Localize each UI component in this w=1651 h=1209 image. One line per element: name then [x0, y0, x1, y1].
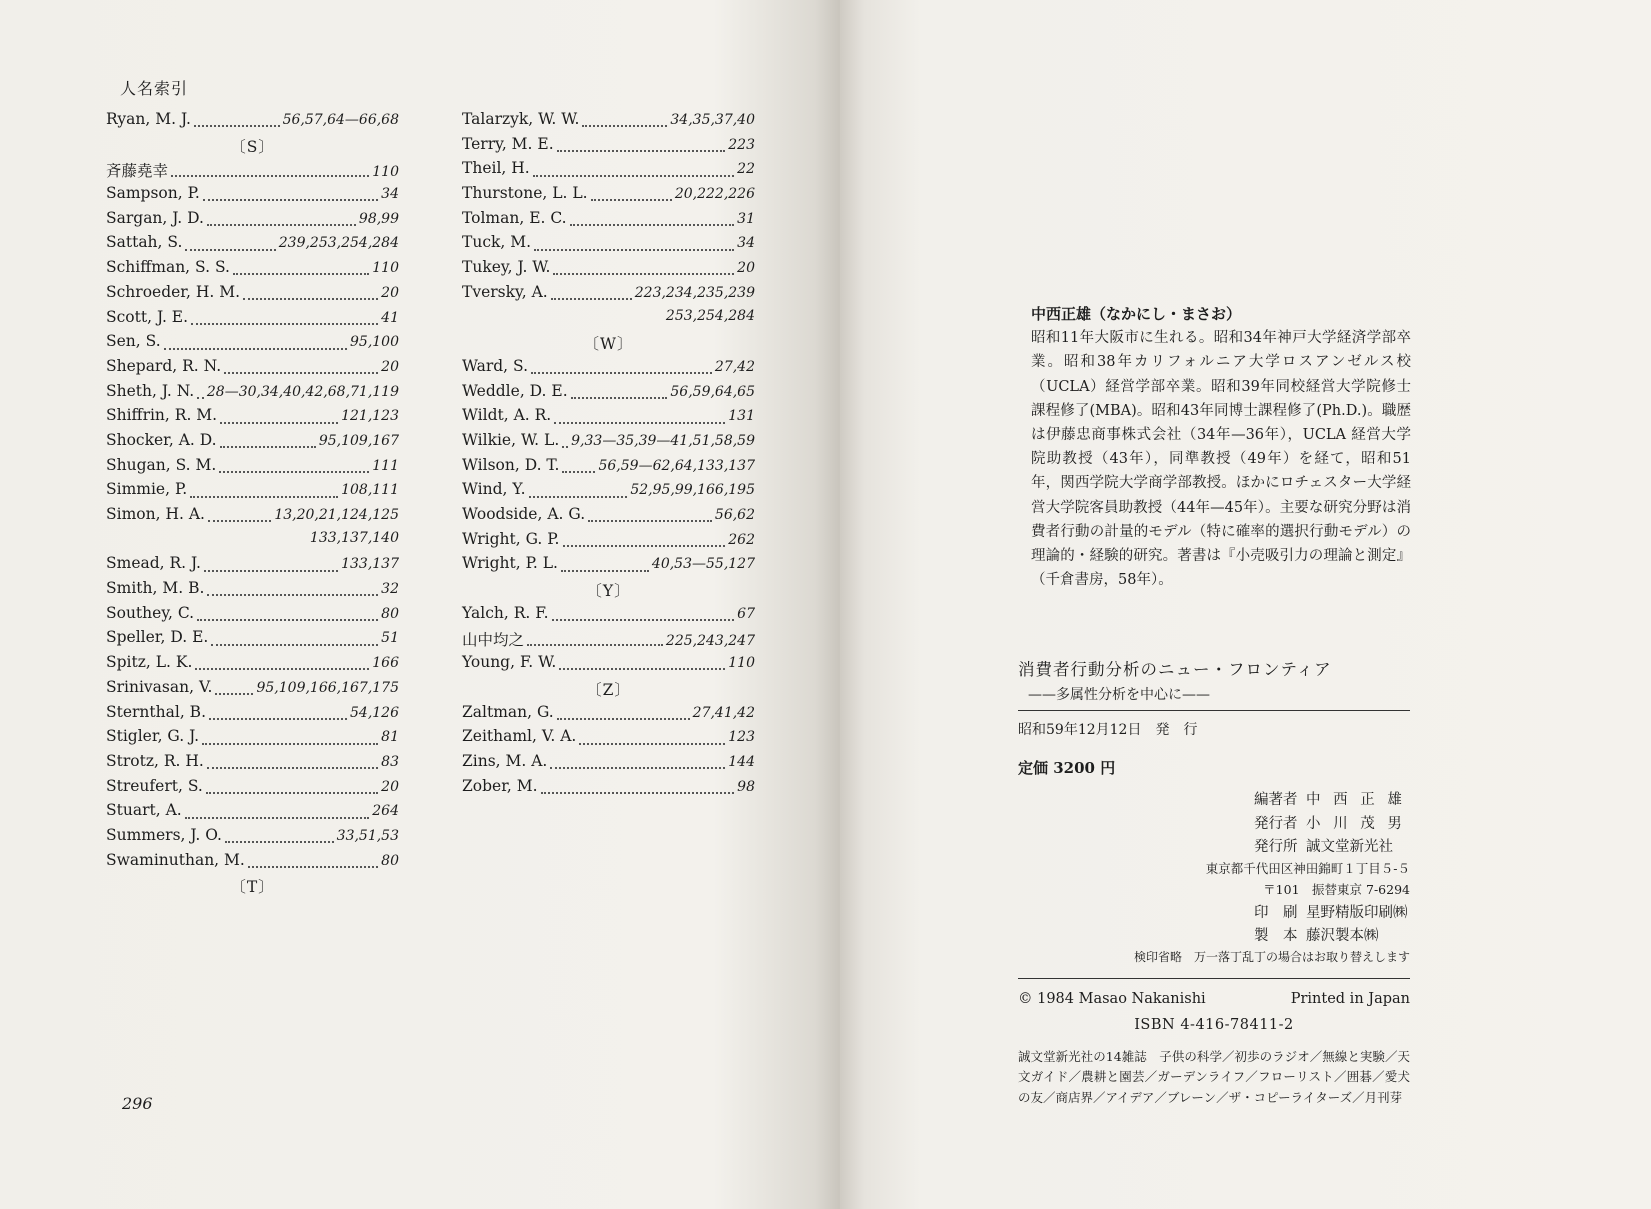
index-name: Sternthal, B. [106, 702, 206, 721]
index-pages: 56,59—62,64,133,137 [598, 457, 755, 474]
leader-dots [202, 743, 378, 745]
index-entry [106, 209, 399, 234]
index-name: Tukey, J. W. [462, 258, 551, 277]
index-entry [106, 357, 399, 382]
index-pages: 56,57,64—66,68 [282, 112, 399, 128]
leader-dots [554, 422, 725, 424]
index-pages: 27,41,42 [692, 704, 755, 721]
postal-line: 〒101 振替東京 7-6294 [1263, 881, 1410, 897]
index-entry [462, 505, 755, 530]
index-pages: 80 [381, 852, 399, 869]
index-pages: 264 [372, 803, 399, 820]
index-pages: 33,51,53 [336, 827, 399, 844]
index-pages: 20 [381, 778, 399, 795]
index-pages: 133,137 [341, 556, 399, 573]
index-entry [462, 480, 755, 505]
index-entry [106, 406, 399, 431]
index-entry-continuation [106, 530, 399, 555]
index-name: Streufert, S. [106, 776, 203, 795]
leader-dots [208, 520, 271, 522]
magazine-list: 誠文堂新光社の14雑誌 子供の科学／初歩のラジオ／無線と実験／天文ガイド／農耕と園芸／ガーデンライフ／フローリスト／囲碁／愛犬の友／商店界／アイデア／ブレーン／ザ・コピーライターズ／月刊芽 [1018, 1048, 1410, 1105]
leader-dots [195, 668, 369, 670]
leader-dots [190, 496, 338, 498]
index-name: Thurstone, L. L. [462, 184, 588, 203]
index-pages: 95,100 [350, 334, 399, 351]
index-pages: 27,42 [714, 358, 755, 375]
index-name: Young, F. W. [462, 653, 557, 672]
leader-dots [527, 644, 663, 646]
index-name: Speller, D. E. [106, 628, 209, 647]
index-entry [106, 653, 399, 678]
leader-dots [529, 496, 628, 498]
index-pages: 98,99 [358, 210, 399, 227]
leader-dots [171, 175, 369, 177]
index-pages: 110 [372, 164, 399, 181]
index-name: Ryan, M. J. [106, 110, 191, 128]
leader-dots [164, 348, 347, 350]
index-entry [462, 233, 755, 258]
address: 東京都千代田区神田錦町１丁目５-５ [1205, 860, 1410, 876]
index-name: Weddle, D. E. [462, 381, 568, 400]
index-entry [106, 579, 399, 604]
index-pages: 262 [728, 531, 755, 548]
leader-dots [209, 718, 347, 720]
leader-dots [557, 718, 690, 720]
index-name: Spitz, L. K. [106, 653, 193, 672]
index-pages: 133,137,140 [309, 529, 399, 546]
index-section-heading: 〔S〕 [230, 137, 275, 156]
index-name: Theil, H. [462, 159, 530, 178]
index-pages: 20 [381, 284, 399, 301]
index-name: Sen, S. [106, 332, 161, 351]
index-name: 斉藤堯幸 [106, 162, 169, 181]
leader-dots [559, 668, 725, 670]
index-entry [106, 554, 399, 579]
house-line: 発行所 誠文堂新光社 [1254, 839, 1393, 855]
index-entry [462, 752, 755, 777]
index-name: Shocker, A. D. [106, 430, 217, 449]
index-pages: 54,126 [350, 704, 399, 721]
leader-dots [207, 767, 378, 769]
leader-dots [557, 150, 726, 152]
leader-dots [570, 224, 735, 226]
index-pages: 131 [728, 408, 755, 425]
index-pages: 31 [737, 210, 755, 227]
book-title: 消費者行動分析のニュー・フロンティア [1018, 660, 1332, 679]
index-name: Summers, J. O. [106, 825, 222, 844]
index-pages: 28—30,34,40,42,68,71,119 [206, 383, 399, 400]
index-pages: 121,123 [341, 408, 399, 425]
printed-in: Printed in Japan [1290, 990, 1410, 1007]
index-entry [462, 604, 755, 629]
leader-dots [561, 570, 649, 572]
index-name: Wright, P. L. [462, 554, 558, 573]
index-pages: 41 [381, 309, 399, 326]
leader-dots [211, 644, 378, 646]
index-entry [106, 777, 399, 802]
index-pages: 56,62 [714, 507, 755, 523]
index-entry [106, 184, 399, 209]
index-name: Zins, M. A. [462, 751, 548, 770]
leader-dots [243, 298, 378, 300]
credits [1018, 788, 1410, 970]
index-entry [106, 233, 399, 258]
editor-line: 編著者 中 西 正 雄 [1254, 792, 1406, 808]
index-name: Simmie, P. [106, 480, 188, 499]
leader-dots [571, 397, 668, 399]
index-entry [106, 382, 399, 407]
index-entry [106, 678, 399, 703]
index-pages: 51 [381, 630, 399, 647]
index-pages: 223 [728, 136, 755, 153]
index-pages: 144 [728, 753, 755, 770]
index-entry [462, 777, 755, 802]
index-name: Wilson, D. T. [462, 455, 560, 474]
index-entry [106, 480, 399, 505]
index-name: Smead, R. J. [106, 554, 201, 573]
index-pages: 95,109,167 [318, 432, 399, 449]
index-name: Tolman, E. C. [462, 208, 567, 227]
index-name: Strotz, R. H. [106, 751, 204, 770]
index-entry [462, 431, 755, 456]
index-name: Wind, Y. [462, 480, 526, 499]
index-name: Tversky, A. [462, 282, 548, 301]
index-name: Simon, H. A. [106, 505, 205, 523]
index-name: Zeithaml, V. A. [462, 727, 577, 746]
index-name: Ward, S. [462, 356, 529, 375]
index-entry [462, 653, 755, 678]
index-entry [462, 357, 755, 382]
index-entry [106, 456, 399, 481]
publisher-line: 発行者 小 川 茂 男 [1254, 815, 1406, 832]
index-entry [106, 727, 399, 752]
index-name: Wright, G. P. [462, 529, 560, 548]
leader-dots [194, 125, 280, 127]
index-entry [462, 456, 755, 481]
index-pages: 67 [737, 605, 755, 622]
page-number: 296 [122, 1094, 153, 1113]
index-name: Terry, M. E. [462, 134, 554, 153]
leader-dots [215, 693, 253, 695]
index-pages: 32 [381, 581, 399, 598]
index-section-heading: 〔Z〕 [586, 680, 631, 699]
index-entry [106, 332, 399, 357]
index-pages: 110 [372, 260, 399, 277]
copyright-line [1018, 978, 1410, 1007]
leader-dots [204, 570, 338, 572]
leader-dots [248, 866, 378, 868]
index-name: Smith, M. B. [106, 579, 205, 598]
index-pages: 81 [381, 729, 399, 746]
leader-dots [591, 199, 672, 201]
leader-dots [550, 767, 725, 769]
leader-dots [534, 249, 734, 251]
leader-dots [219, 471, 369, 473]
index-name: Southey, C. [106, 603, 195, 622]
index-name: Woodside, A. G. [462, 505, 586, 523]
index-pages: 20 [381, 358, 399, 375]
author-bio [1031, 302, 1411, 592]
index-name: Talarzyk, W. W. [462, 110, 580, 128]
index-pages: 34 [381, 186, 399, 203]
index-entry [106, 801, 399, 826]
index-entry [106, 110, 399, 135]
index-name: Scott, J. E. [106, 307, 189, 326]
index-entry [106, 703, 399, 728]
index-entry [106, 628, 399, 653]
leader-dots [551, 298, 632, 300]
leader-dots [203, 199, 378, 201]
printer-line: 印 刷 星野精版印刷㈱ [1254, 904, 1408, 921]
index-pages: 98 [737, 778, 755, 795]
publication-date: 昭和59年12月12日 発 行 [1018, 722, 1198, 738]
index-entry [106, 752, 399, 777]
author-bio-text: 昭和11年大阪市に生れる。昭和34年神戸大学経済学部卒業。昭和38年カリフォルニア大学ロスアンゼルス校（UCLA）経営学部卒業。昭和39年同校経営大学院修士課程修了(MBA)。昭和43年同博士課程修了(Ph.D.)。職歴は伊藤忠商事株式会社（34年—36年），UCLA 経営大学院助教授（43年），同準教授（49年）を経て，昭和51年，関西学院大学商学部教授。ほかにロチェスター大学経営大学院客員助教授（44年—45年）。主要な研究分野は消費者行動の計量的モデル（特に確率的選択行動モデル）の理論的・経験的研究。著書は『小売吸引力の理論と測定』（千倉書房，58年）。 [1031, 330, 1411, 589]
leader-dots [588, 520, 712, 522]
page-header: 人名索引 [120, 79, 189, 98]
leader-dots [563, 545, 726, 547]
index-section-heading: 〔W〕 [583, 335, 634, 354]
leader-dots [191, 323, 378, 325]
index-name: Srinivasan, V. [106, 677, 213, 696]
index-entry [462, 530, 755, 555]
index-entry [462, 135, 755, 160]
index-pages: 40,53—55,127 [651, 556, 755, 573]
price: 定価 3200 円 [1018, 759, 1116, 777]
index-pages: 108,111 [341, 482, 399, 499]
index-pages: 9,33—35,39—41,51,58,59 [571, 432, 755, 449]
author-name: 中西正雄（なかにし・まさお） [1031, 305, 1242, 323]
index-entry [106, 258, 399, 283]
index-pages: 123 [728, 729, 755, 746]
leader-dots [553, 273, 734, 275]
leader-dots [541, 792, 735, 794]
index-entry [462, 406, 755, 431]
leader-dots [579, 743, 725, 745]
index-name: Schroeder, H. M. [106, 282, 241, 301]
index-name: Shugan, S. M. [106, 455, 217, 474]
index-pages: 223,234,235,239 [634, 284, 755, 301]
index-entry [106, 159, 399, 184]
index-entry [462, 628, 755, 653]
index-name: Sheth, J. N. [106, 381, 195, 400]
index-name: 山中均之 [462, 631, 525, 650]
index-pages: 95,109,166,167,175 [256, 679, 399, 696]
index-name: Sattah, S. [106, 233, 183, 252]
leader-dots [197, 397, 204, 399]
index-column-2 [462, 110, 755, 801]
leader-dots [233, 273, 369, 275]
index-name: Tuck, M. [462, 233, 532, 252]
divider [1018, 710, 1410, 711]
index-name: Schiffman, S. S. [106, 258, 230, 277]
index-entry [462, 184, 755, 209]
leader-dots [197, 619, 378, 621]
index-pages: 110 [728, 655, 755, 672]
leader-dots [206, 792, 378, 794]
index-pages: 225,243,247 [665, 633, 755, 650]
index-entry [462, 110, 755, 135]
index-name: Sargan, J. D. [106, 208, 204, 227]
index-name: Zaltman, G. [462, 702, 554, 721]
leader-dots [207, 224, 356, 226]
index-name: Stuart, A. [106, 801, 182, 820]
binder-line: 製 本 藤沢製本㈱ [1254, 928, 1379, 944]
index-pages: 13,20,21,124,125 [274, 507, 399, 523]
index-section-heading: 〔T〕 [230, 878, 275, 897]
leader-dots [531, 372, 712, 374]
index-entry [462, 727, 755, 752]
leader-dots [207, 594, 378, 596]
index-entry [462, 209, 755, 234]
index-entry [106, 604, 399, 629]
index-pages: 34,35,37,40 [670, 112, 755, 128]
leader-dots [185, 817, 370, 819]
index-entry [106, 505, 399, 530]
index-name: Shiffrin, R. M. [106, 406, 218, 425]
index-entry [462, 258, 755, 283]
index-pages: 20,222,226 [674, 186, 755, 203]
leader-dots [562, 446, 568, 448]
index-entry [106, 851, 399, 876]
index-entry [462, 159, 755, 184]
colophon [1018, 656, 1410, 1108]
inspection-note: 検印省略 万一落丁乱丁の場合はお取り替えします [1133, 949, 1410, 964]
index-name: Shepard, R. N. [106, 356, 222, 375]
index-pages: 83 [381, 753, 399, 770]
isbn: ISBN 4-416-78411-2 [1134, 1016, 1294, 1033]
leader-dots [220, 446, 316, 448]
index-entry [462, 382, 755, 407]
index-pages: 166 [372, 655, 399, 672]
index-entry [106, 431, 399, 456]
index-pages: 56,59,64,65 [670, 383, 755, 400]
copyright: © 1984 Masao Nakanishi [1018, 990, 1206, 1007]
index-entry [106, 308, 399, 333]
leader-dots [225, 841, 334, 843]
leader-dots [185, 249, 275, 251]
index-name: Wildt, A. R. [462, 406, 552, 425]
index-section-heading: 〔Y〕 [586, 582, 631, 601]
index-name: Swaminuthan, M. [106, 850, 245, 869]
index-entry-continuation [462, 308, 755, 333]
index-name: Yalch, R. F. [462, 603, 549, 622]
index-pages: 239,253,254,284 [278, 235, 399, 252]
leader-dots [224, 372, 378, 374]
index-pages: 253,254,284 [665, 307, 755, 324]
index-pages: 111 [372, 457, 399, 474]
index-column-1 [106, 110, 399, 900]
index-pages: 22 [737, 161, 755, 178]
book-subtitle: ——多属性分析を中心に—— [1028, 687, 1210, 703]
index-entry [462, 703, 755, 728]
index-entry [462, 283, 755, 308]
index-name: Zober, M. [462, 776, 538, 795]
index-pages: 34 [737, 235, 755, 252]
index-name: Wilkie, W. L. [462, 430, 560, 449]
leader-dots [582, 125, 667, 127]
index-entry [106, 283, 399, 308]
index-name: Sampson, P. [106, 184, 200, 203]
index-pages: 52,95,99,166,195 [630, 482, 755, 499]
index-entry [462, 554, 755, 579]
index-pages: 80 [381, 605, 399, 622]
leader-dots [552, 619, 735, 621]
index-pages: 20 [737, 260, 755, 277]
index-entry [106, 826, 399, 851]
index-name: Stigler, G. J. [106, 727, 200, 746]
leader-dots [562, 471, 595, 473]
leader-dots [220, 422, 338, 424]
leader-dots [533, 175, 734, 177]
